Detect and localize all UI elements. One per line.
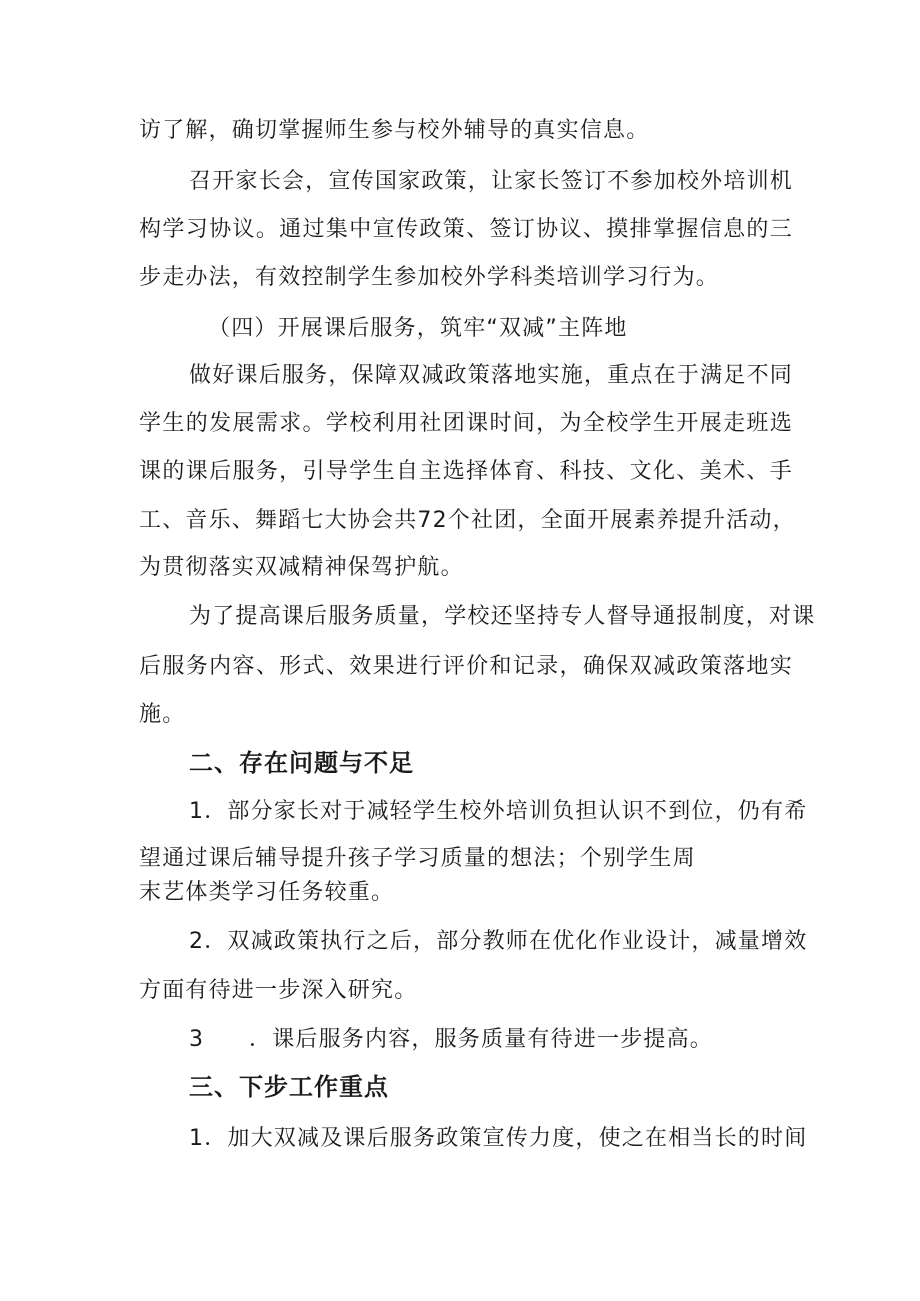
- list-item-line: 2．双减政策执行之后，部分教师在优化作业设计，减量增效: [189, 929, 808, 954]
- paragraph-line: 末艺体类学习任务较重。: [139, 880, 395, 905]
- section-heading: 二、存在问题与不足: [189, 749, 414, 777]
- paragraph-line: 为贯彻落实双减精神保驾护航。: [139, 555, 464, 580]
- section-subheading: （四）开展课后服务，筑牢“双减”主阵地: [208, 316, 628, 341]
- list-item-line: 1．部分家长对于减轻学生校外培训负担认识不到位，仍有希: [189, 799, 808, 824]
- paragraph-line: 望通过课后辅导提升孩子学习质量的想法；个别学生周: [139, 846, 696, 871]
- paragraph-line: 召开家长会，宣传国家政策，让家长签订不参加校外培训机: [189, 169, 793, 194]
- paragraph-line: 方面有待进一步深入研究。: [139, 978, 418, 1003]
- paragraph-line: 访了解，确切掌握师生参与校外辅导的真实信息。: [139, 118, 650, 143]
- paragraph-line: 课的课后服务，引导学生自主选择体育、科技、文化、美术、手: [139, 459, 793, 484]
- list-item-line: 1．加大双减及课后服务政策宣传力度，使之在相当长的时间: [189, 1126, 808, 1151]
- paragraph-line: 工、音乐、舞蹈七大协会共72个社团，全面开展素养提升活动，: [139, 508, 796, 533]
- list-item-line: [189, 1025, 849, 1055]
- list-item-text: ．课后服务内容，服务质量有待进一步提高。: [249, 1027, 714, 1052]
- paragraph-line: 做好课后服务，保障双减政策落地实施，重点在于满足不同: [189, 363, 793, 388]
- paragraph-line: 为了提高课后服务质量，学校还坚持专人督导通报制度，对课: [189, 604, 816, 629]
- paragraph-line: 施。: [139, 702, 186, 727]
- paragraph-line: 步走办法，有效控制学生参加校外学科类培训学习行为。: [139, 265, 720, 290]
- paragraph-line: 构学习协议。通过集中宣传政策、签订协议、摸排掌握信息的三: [139, 217, 793, 242]
- paragraph-line: 后服务内容、形式、效果进行评价和记录，确保双减政策落地实: [139, 654, 793, 679]
- section-heading: 三、下步工作重点: [189, 1073, 389, 1101]
- paragraph-line: 学生的发展需求。学校利用社团课时间，为全校学生开展走班选: [139, 411, 793, 436]
- list-item-number: 3: [189, 1027, 205, 1052]
